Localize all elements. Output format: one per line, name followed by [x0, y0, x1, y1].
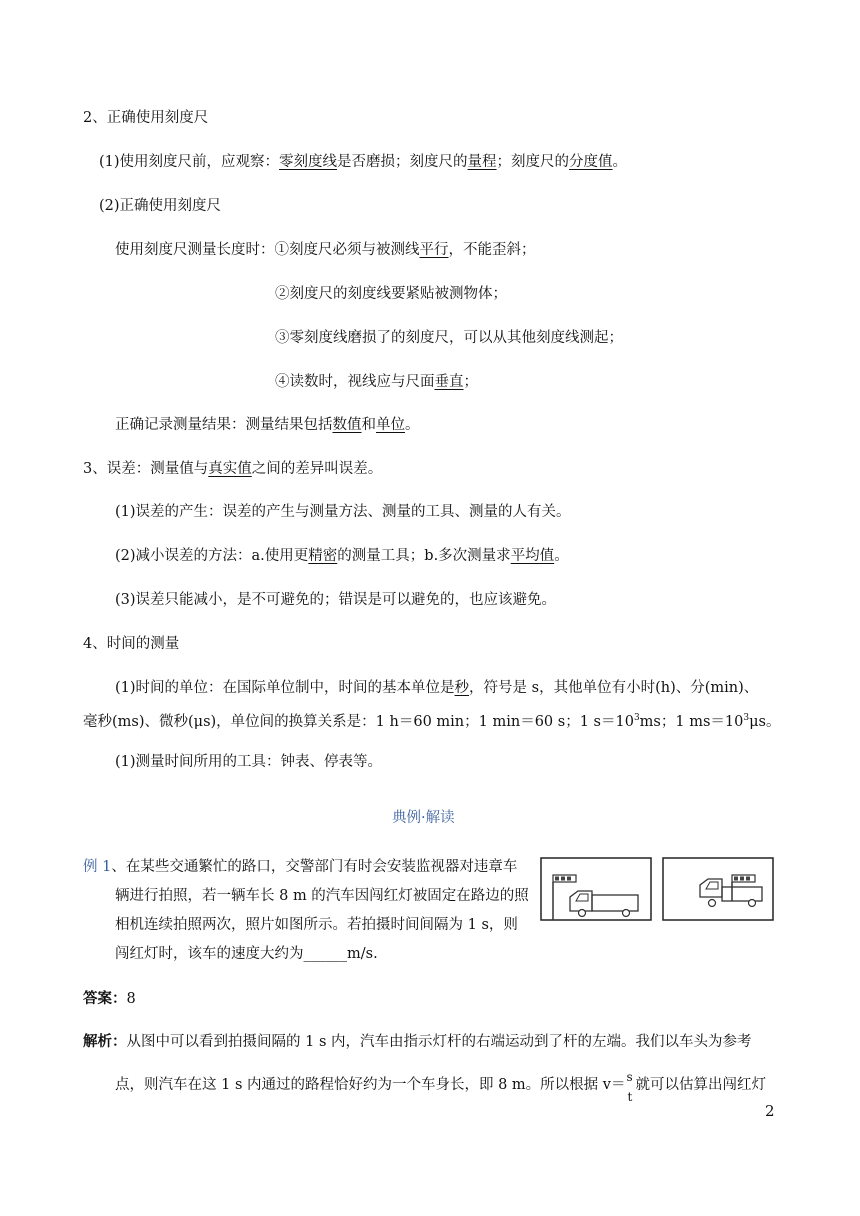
s2-item-1: (1)使用刻度尺前，应观察：零刻度线是否磨损；刻度尺的量程；刻度尺的分度值。 — [99, 154, 628, 170]
page-number: 2 — [765, 1102, 775, 1120]
s4-item-1: (1)时间的单位：在国际单位制中，时间的基本单位是秒，符号是 s，其他单位有小时(h)、分(min)、 — [115, 680, 759, 696]
example-line-4: 闯红灯时，该车的速度大约为______m/s. — [115, 946, 378, 962]
s2-record: 正确记录测量结果：测量结果包括数值和单位。 — [115, 417, 420, 433]
photo-1-figure — [540, 857, 652, 921]
section-4-heading: 4、时间的测量 — [83, 636, 180, 652]
example-line-2: 辆进行拍照，若一辆车长 8 m 的汽车因闯红灯被固定在路边的照 — [115, 888, 529, 904]
s4-item-2: (1)测量时间所用的工具：钟表、停表等。 — [115, 754, 383, 770]
analysis-line-2: 点，则汽车在这 1 s 内通过的路程恰好约为一个车身长，即 8 m。所以根据 v＝ s t 就可以估算出闯红灯 — [115, 1070, 766, 1104]
s3-item-1: (1)误差的产生：误差的产生与测量方法、测量的工具、测量的人有关。 — [115, 504, 571, 520]
section-2-heading: 2、正确使用刻度尺 — [83, 110, 209, 126]
example-line-3: 相机连续拍照两次，照片如图所示。若拍摄时间间隔为 1 s，则 — [115, 917, 518, 933]
s2-rule-4: ④读数时，视线应与尺面垂直； — [275, 374, 478, 390]
velocity-formula: s t — [626, 1070, 633, 1104]
s3-item-2: (2)减小误差的方法：a.使用更精密的测量工具；b.多次测量求平均值。 — [115, 548, 569, 564]
section-3-heading: 3、误差：测量值与真实值之间的差异叫误差。 — [83, 461, 383, 477]
example-line-1: 例 1、在某些交通繁忙的路口，交警部门有时会安装监视器对违章车 — [83, 859, 518, 875]
s3-item-3: (3)误差只能减小，是不可避免的；错误是可以避免的，也应该避免。 — [115, 592, 557, 608]
photo-2-figure — [662, 857, 774, 921]
s2-rule-1: 使用刻度尺测量长度时：①刻度尺必须与被测线平行，不能歪斜； — [115, 242, 536, 258]
example-label: 例 1 — [83, 859, 112, 875]
s2-rule-3: ③零刻度线磨损了的刻度尺，可以从其他刻度线测起； — [275, 330, 623, 346]
s2-item-2: (2)正确使用刻度尺 — [99, 198, 222, 214]
s2-rule-2: ②刻度尺的刻度线要紧贴被测物体； — [275, 286, 507, 302]
s4-item-1-cont: 毫秒(ms)、微秒(μs)，单位间的换算关系是：1 h＝60 min；1 min＝60 s；1 $s=10^3ms$；1 $ms=10^3\mu s$。 — [83, 713, 781, 730]
analysis-line-1: 解析：从图中可以看到拍摄间隔的 1 s 内，汽车由指示灯杆的右端运动到了杆的左端。我们以车头为参考 — [83, 1033, 752, 1050]
answer: 答案：8 — [83, 990, 136, 1007]
section-title: 典例·解读 — [392, 810, 455, 826]
